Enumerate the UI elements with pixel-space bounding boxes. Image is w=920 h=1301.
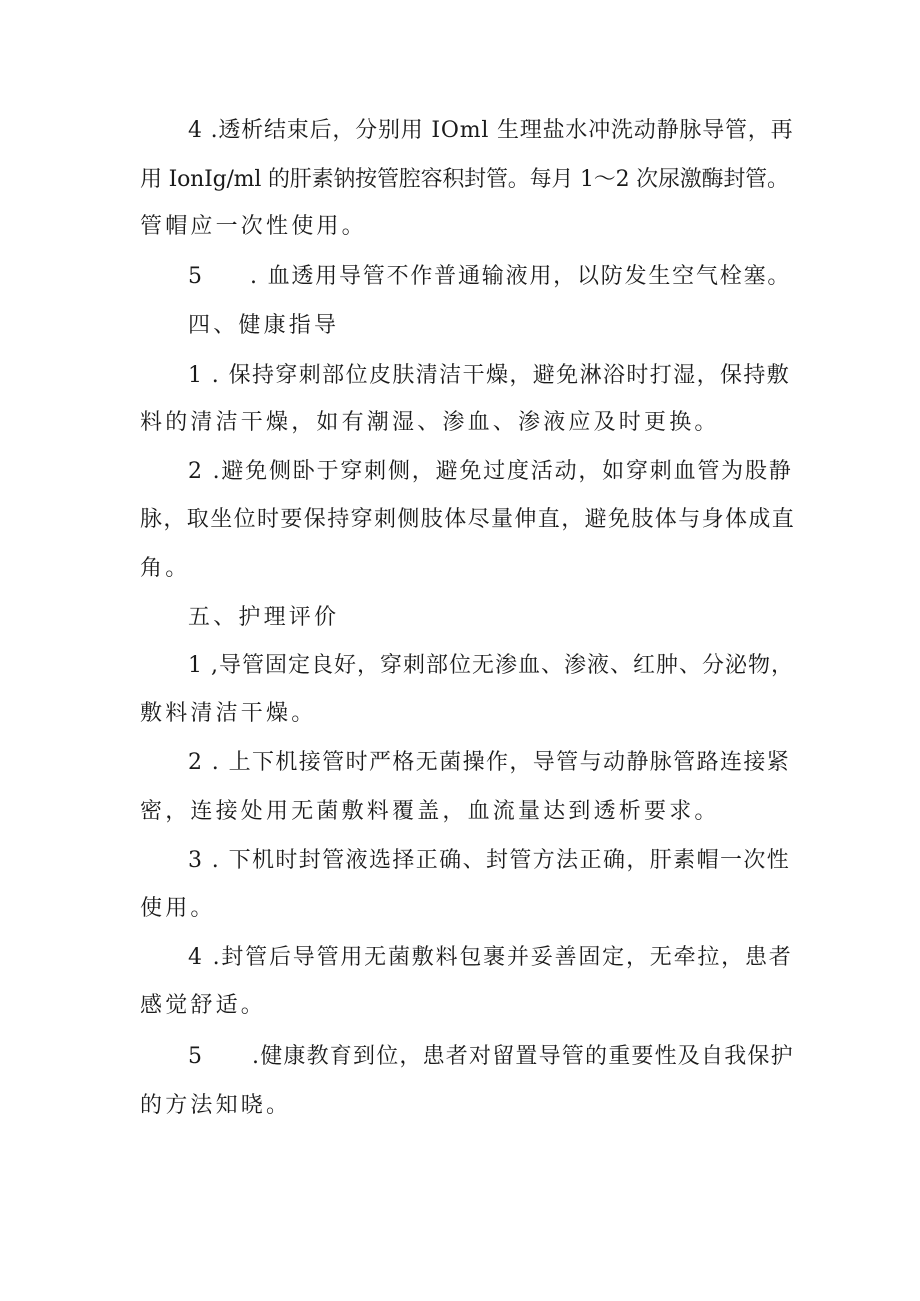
paragraph-line: 角。	[140, 556, 191, 581]
paragraph-line: 4 .透析结束后，分别用 IOml 生理盐水冲洗动静脉导管，再	[188, 118, 794, 143]
paragraph-line: 使用。	[140, 896, 216, 921]
section-heading: 四、健康指导	[188, 313, 340, 338]
paragraph-line: 感觉舒适。	[140, 993, 267, 1018]
paragraph-line: .健康教育到位，患者对留置导管的重要性及自我保护	[252, 1044, 794, 1069]
paragraph-line: 敷料清洁干燥。	[140, 701, 317, 726]
paragraph-line: 2 .避免侧卧于穿刺侧，避免过度活动，如穿刺血管为股静	[188, 459, 793, 484]
paragraph-line: . 血透用导管不作普通输液用，以防发生空气栓塞。	[250, 264, 792, 289]
paragraph-line: 管帽应一次性使用。	[140, 214, 367, 239]
paragraph-line: 1 ,导管固定良好，穿刺部位无渗血、渗液、红肿、分泌物，	[188, 653, 794, 678]
paragraph-line: 3 . 下机时封管液选择正确、封管方法正确，肝素帽一次性	[188, 848, 791, 873]
paragraph-line: 的方法知晓。	[140, 1093, 292, 1118]
list-number: 5	[188, 1044, 206, 1069]
paragraph-line: 料的清洁干燥，如有潮湿、渗血、渗液应及时更换。	[140, 410, 720, 435]
paragraph-line: 1 . 保持穿刺部位皮肤清洁干燥，避免淋浴时打湿，保持敷	[188, 363, 791, 388]
list-number: 5	[188, 264, 206, 289]
paragraph-line: 4 .封管后导管用无菌敷料包裹并妥善固定，无牵拉，患者	[188, 945, 793, 970]
paragraph-line: 密，连接处用无菌敷料覆盖，血流量达到透析要求。	[140, 799, 720, 824]
section-heading: 五、护理评价	[188, 605, 340, 630]
paragraph-line: 脉，取坐位时要保持穿刺侧肢体尽量伸直，避免肢体与身体成直	[140, 507, 796, 532]
paragraph-line: 2 . 上下机接管时严格无菌操作，导管与动静脉管路连接紧	[188, 750, 791, 775]
paragraph-line: 用 IonIg/ml 的肝素钠按管腔容积封管。每月 1～2 次尿激酶封管。	[140, 167, 789, 192]
